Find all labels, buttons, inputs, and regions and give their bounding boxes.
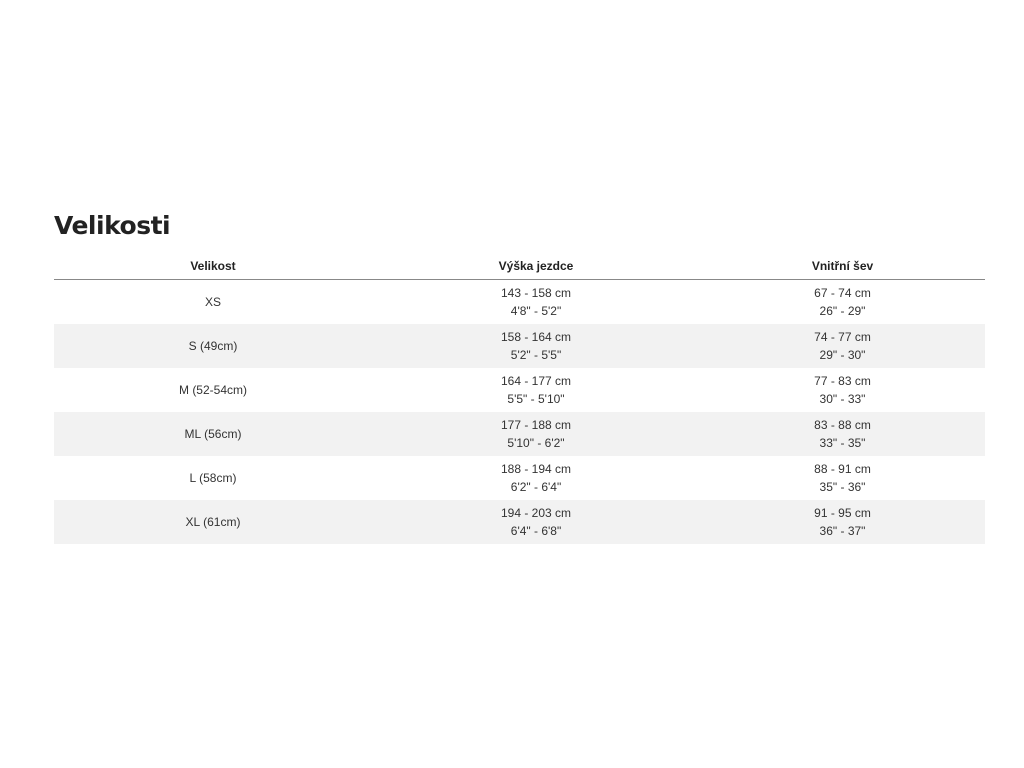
inseam-cm: 74 - 77 cm xyxy=(814,330,871,344)
inseam-in: 26" - 29" xyxy=(819,304,866,318)
rider-height-cell xyxy=(372,456,700,500)
inseam-cell xyxy=(700,412,985,456)
height-cm: 194 - 203 cm xyxy=(500,506,572,520)
table-row xyxy=(54,412,985,456)
inseam-cm: 67 - 74 cm xyxy=(814,286,871,300)
height-in: 5'10" - 6'2" xyxy=(507,436,565,450)
table-row xyxy=(54,500,985,544)
height-in: 6'2" - 6'4" xyxy=(510,480,562,494)
inseam-cm: 91 - 95 cm xyxy=(814,506,871,520)
size-cell: M (52-54cm) xyxy=(178,383,247,397)
size-cell: XL (61cm) xyxy=(54,500,372,544)
header-size: Velikost xyxy=(54,252,372,280)
inseam-cell xyxy=(700,500,985,544)
rider-height-cell xyxy=(372,412,700,456)
size-cell: XS xyxy=(204,295,221,309)
size-cell: ML (56cm) xyxy=(54,412,372,456)
table-header-row xyxy=(54,252,985,280)
height-cm: 158 - 164 cm xyxy=(500,330,572,344)
rider-height-cell xyxy=(372,324,700,368)
rider-height-cell xyxy=(372,280,700,325)
height-in: 4'8" - 5'2" xyxy=(510,304,562,318)
rider-height-cell xyxy=(372,368,700,412)
size-cell: S (49cm) xyxy=(54,324,372,368)
inseam-in: 36" - 37" xyxy=(819,524,866,538)
size-table xyxy=(54,252,985,544)
header-rider-height: Výška jezdce xyxy=(372,252,700,280)
height-in: 6'4" - 6'8" xyxy=(510,524,562,538)
inseam-in: 30" - 33" xyxy=(819,392,866,406)
inseam-cell xyxy=(700,280,985,325)
height-in: 5'2" - 5'5" xyxy=(510,348,562,362)
table-row xyxy=(54,368,985,412)
inseam-cell xyxy=(700,324,985,368)
rider-height-cell xyxy=(372,500,700,544)
height-cm: 143 - 158 cm xyxy=(500,286,572,300)
height-cm: 177 - 188 cm xyxy=(500,418,572,432)
table-row xyxy=(54,280,985,325)
inseam-cm: 77 - 83 cm xyxy=(814,374,871,388)
inseam-in: 29" - 30" xyxy=(819,348,866,362)
inseam-in: 35" - 36" xyxy=(819,480,866,494)
height-cm: 188 - 194 cm xyxy=(500,462,572,476)
inseam-cell xyxy=(700,368,985,412)
page-title: Velikosti xyxy=(54,211,171,240)
size-cell: L (58cm) xyxy=(189,471,237,485)
header-inseam: Vnitřní šev xyxy=(700,252,985,280)
height-in: 5'5" - 5'10" xyxy=(507,392,565,406)
inseam-cm: 83 - 88 cm xyxy=(814,418,871,432)
inseam-cm: 88 - 91 cm xyxy=(814,462,871,476)
table-row xyxy=(54,456,985,500)
inseam-cell xyxy=(700,456,985,500)
inseam-in: 33" - 35" xyxy=(819,436,866,450)
table-row xyxy=(54,324,985,368)
height-cm: 164 - 177 cm xyxy=(500,374,572,388)
